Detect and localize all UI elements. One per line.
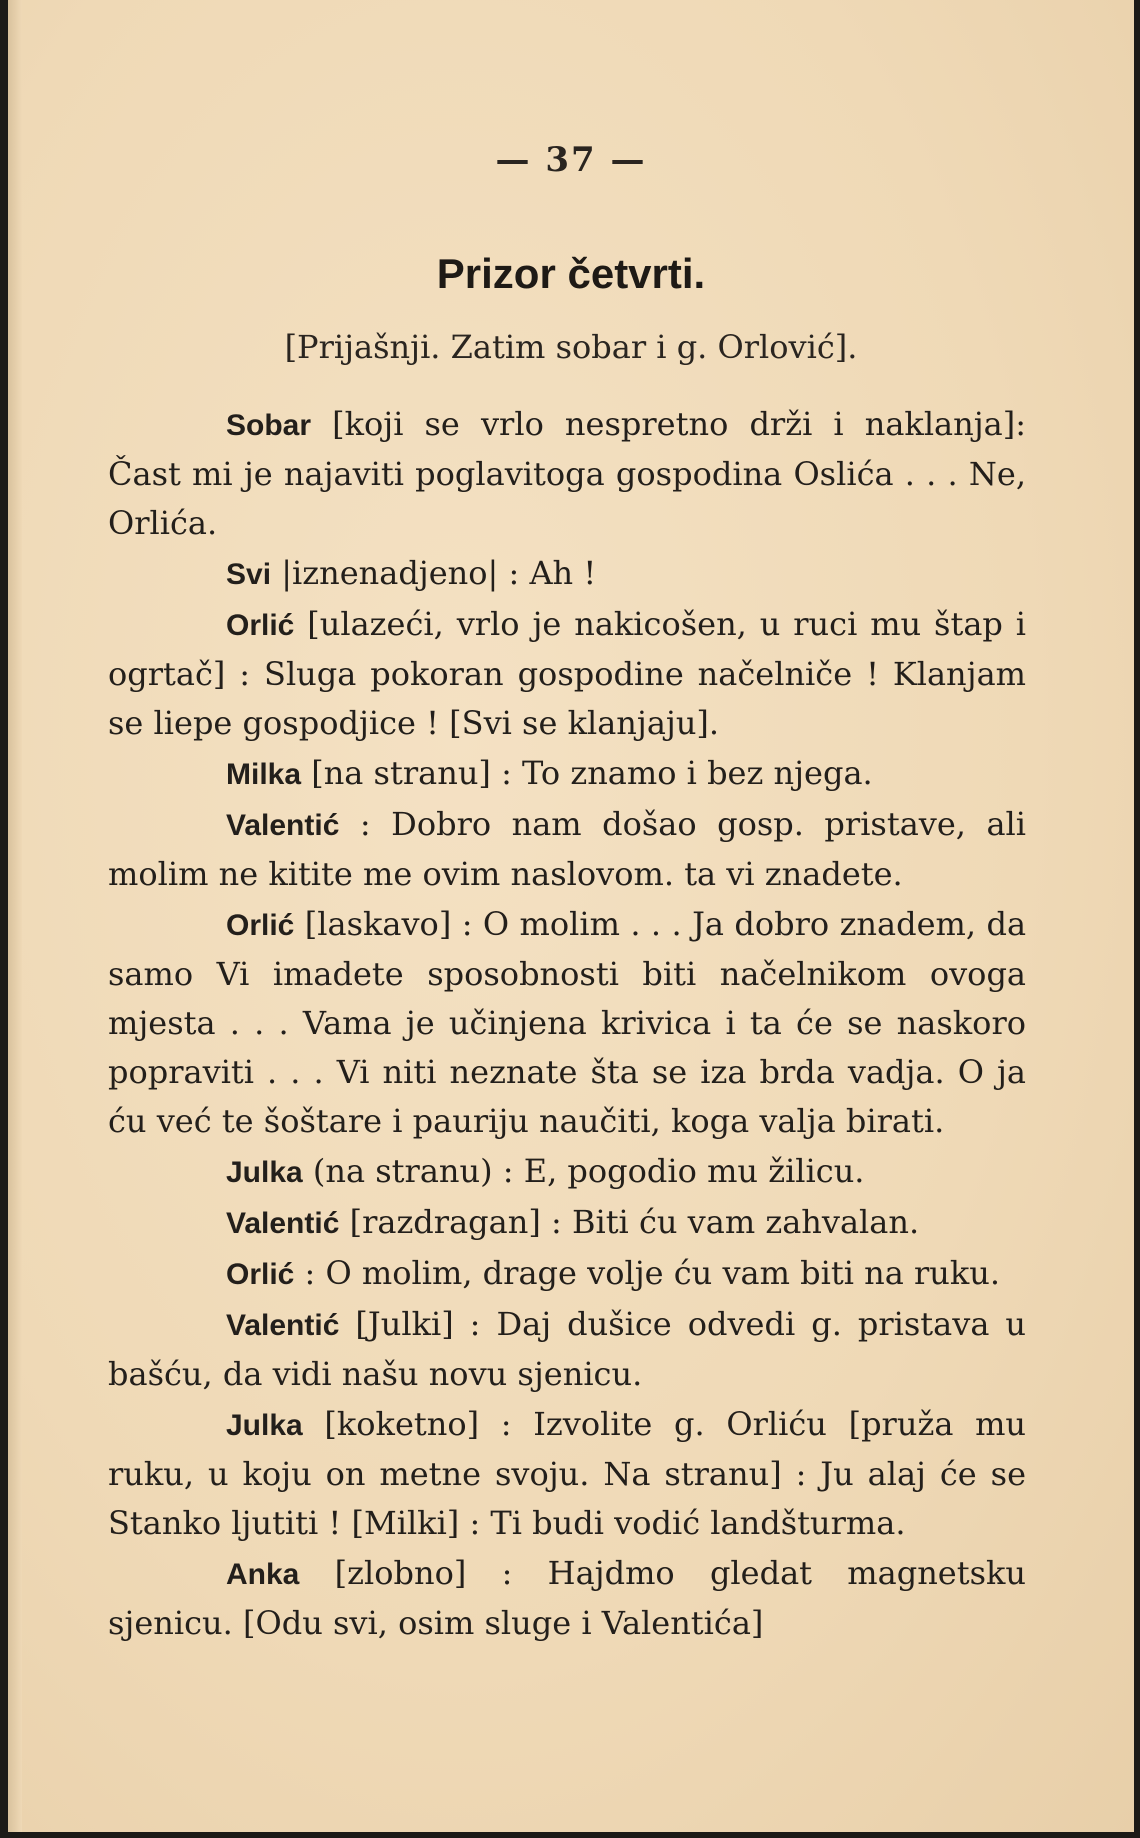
spoken-text: Dobro nam došao gosp. pristave, ali molim ne kitite me ovim naslovom. ta vi znadete.: [108, 805, 1027, 893]
dialogue-line: [108, 1198, 1026, 1248]
spoken-text: To znamo i bez njega.: [522, 754, 873, 792]
speaker-name: Orlić: [226, 1258, 295, 1291]
dialogue-line: [108, 800, 1026, 899]
speaker-name: Valentić: [226, 1207, 340, 1240]
dialogue-line: [108, 1400, 1026, 1548]
book-page: [8, 0, 1134, 1832]
stage-direction: [laskavo] :: [304, 905, 473, 943]
dialogue-line: [108, 900, 1026, 1146]
spoken-text: O molim, drage volje ću vam biti na ruku.: [325, 1254, 1001, 1292]
dialogue-line: [108, 1549, 1026, 1648]
spoken-text: Čast mi je najaviti poglavitoga gospodina Oslića . . . Ne, Orlića.: [108, 455, 1026, 542]
speaker-name: Anka: [226, 1558, 300, 1591]
stage-direction: (na stranu) :: [312, 1152, 514, 1190]
dialogue-line: [108, 1147, 1026, 1197]
spoken-text: Hajdmo gledat magnetsku sjenicu. [Odu svi, osim sluge i Valentića]: [108, 1554, 1027, 1642]
speaker-name: Svi: [226, 558, 272, 591]
page-number: — 37 —: [495, 140, 647, 180]
speaker-name: Julka: [226, 1156, 303, 1189]
stage-direction: [na stranu] :: [311, 754, 512, 792]
spoken-text: Sluga pokoran gospodine načelniče ! Klanjam se liepe gospodjice ! [Svi se klanjaju].: [108, 655, 1027, 742]
scene-title: Prizor četvrti.: [436, 250, 706, 297]
stage-direction: [zlobno] :: [334, 1554, 513, 1592]
dialogue-line: [108, 1249, 1026, 1299]
dialogue-line: [108, 749, 1026, 799]
stage-direction: :: [304, 1254, 316, 1292]
speaker-name: Orlić: [226, 909, 295, 942]
speaker-name: Valentić: [226, 1309, 340, 1342]
spoken-text: Ah !: [529, 554, 597, 592]
speaker-name: Milka: [226, 758, 302, 791]
dialogue-line: [108, 600, 1026, 748]
spoken-text: Biti ću vam zahvalan.: [571, 1203, 920, 1241]
speaker-name: Julka: [226, 1409, 303, 1442]
stage-direction: [koji se vrlo nespretno drži i naklanja]:: [332, 405, 1027, 443]
spoken-text: E, pogodio mu žilicu.: [523, 1152, 865, 1190]
speaker-name: Orlić: [226, 609, 295, 642]
stage-direction: [Julki] :: [355, 1305, 481, 1343]
spoken-text: O molim . . . Ja dobro znadem, da samo Vi imadete sposobnosti biti načelnikom ovoga mjesta . . . Vama je učinjena krivica i ta će se naskoro popraviti . . . Vi niti neznate šta se iza brda vadja. O ja ću već te šoštare i pauriju naučiti, koga valja birati.: [108, 905, 1027, 1140]
stage-direction: [ulazeći, vrlo je nakicošen, u ruci mu štap i ogrtač] :: [108, 605, 1026, 693]
stage-direction: :: [359, 805, 371, 843]
dialogue-line: [108, 1300, 1026, 1399]
scene-stage-direction: [Prijašnji. Zatim sobar i g. Orlović].: [284, 328, 858, 366]
stage-direction: [razdragan] :: [349, 1203, 562, 1241]
spoken-text: Daj dušice odvedi g. pristava u bašću, da vidi našu novu sjenicu.: [108, 1305, 1026, 1393]
spoken-text: Izvolite g. Orliću [pruža mu ruku, u koju on metne svoju. Na stranu] : Ju alaj će se Stanko ljutiti ! [Milki] : Ti budi vodić landšturma.: [108, 1405, 1027, 1542]
dialogue-block: [108, 400, 1026, 1649]
stage-direction: [koketno] :: [324, 1405, 512, 1443]
speaker-name: Valentić: [226, 809, 340, 842]
dialogue-line: [108, 549, 1026, 599]
dialogue-line: [108, 400, 1026, 548]
speaker-name: Sobar: [226, 409, 312, 442]
stage-direction: |iznenadjeno| :: [281, 554, 520, 592]
